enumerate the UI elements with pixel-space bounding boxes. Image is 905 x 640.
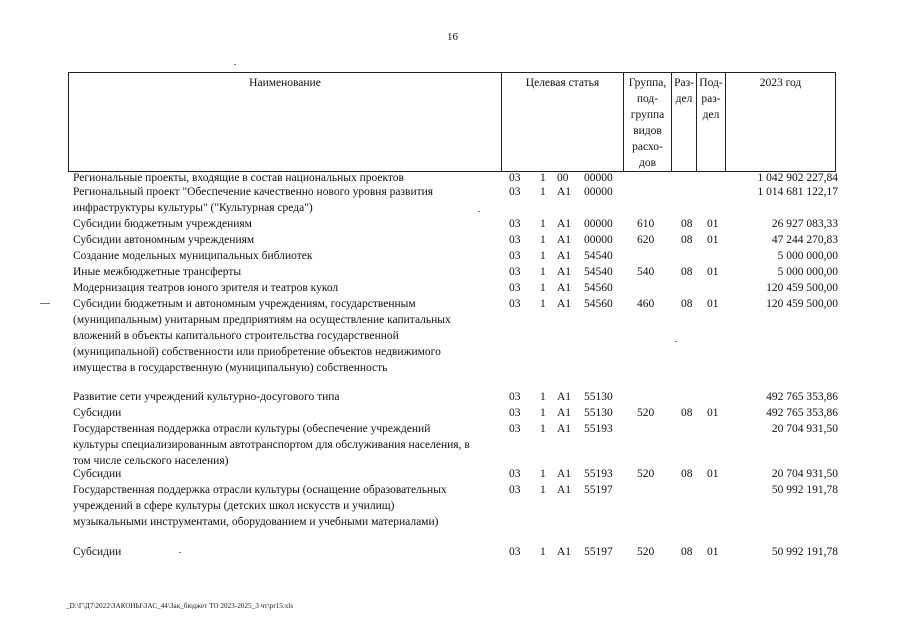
- cell-c3: А1: [557, 186, 572, 198]
- cell-group: 610: [637, 218, 655, 230]
- cell-section: 08: [681, 218, 693, 230]
- cell-subsection: 01: [707, 407, 719, 419]
- row-name: Субсидии бюджетным учреждениям: [73, 218, 252, 230]
- cell-c1: 03: [509, 282, 521, 294]
- cell-amount: 492 765 353,86: [766, 391, 838, 403]
- table-header: [68, 72, 836, 172]
- cell-c2: 1: [540, 391, 546, 403]
- cell-section: 08: [681, 546, 693, 558]
- row-name: Субсидии: [73, 546, 122, 558]
- cell-c1: 03: [509, 423, 521, 435]
- row-name: культуры специализированным автотранспортом для обслуживания населения, в: [73, 439, 470, 451]
- cell-c1: 03: [509, 234, 521, 246]
- cell-c3: А1: [557, 468, 572, 480]
- table-row: [0, 280, 905, 296]
- row-name: имущества в государственную (муниципальную) собственность: [73, 362, 388, 374]
- cell-c4: 54540: [584, 266, 613, 278]
- table-row-continuation: [0, 437, 905, 453]
- cell-c2: 1: [540, 172, 546, 184]
- row-name: (муниципальной) собственности или приобретение объектов недвижимого: [73, 346, 441, 358]
- row-name: вложений в объекты капитального строительства государственной: [73, 330, 399, 342]
- cell-c3: А1: [557, 407, 572, 419]
- table-row: [0, 466, 905, 482]
- cell-c3: А1: [557, 484, 572, 496]
- cell-c2: 1: [540, 282, 546, 294]
- cell-c3: А1: [557, 282, 572, 294]
- file-path-footer: _D:\Г\Д7\2022\ЗАКОНЫ\ЗАС_44\Зак_бюджет ТО 2023-2025_3 чт\pr15.xls: [66, 602, 294, 610]
- cell-c3: А1: [557, 298, 572, 310]
- scan-speck: [40, 303, 50, 304]
- header-subsection-line: Под-: [699, 77, 723, 89]
- cell-amount: 26 927 083,33: [771, 218, 838, 230]
- header-group: [624, 73, 672, 172]
- cell-c2: 1: [540, 250, 546, 262]
- cell-c1: 03: [509, 391, 521, 403]
- page-number: 16: [447, 31, 458, 43]
- cell-c4: 00000: [584, 172, 613, 184]
- cell-c3: А1: [557, 423, 572, 435]
- row-name: Субсидии: [73, 407, 122, 419]
- cell-c2: 1: [540, 546, 546, 558]
- cell-group: 520: [637, 546, 655, 558]
- row-name: Государственная поддержка отрасли культуры (оснащение образовательных: [73, 484, 447, 496]
- cell-c2: 1: [540, 234, 546, 246]
- table-row: [0, 296, 905, 312]
- cell-c3: А1: [557, 266, 572, 278]
- cell-c2: 1: [540, 484, 546, 496]
- cell-section: 08: [681, 266, 693, 278]
- row-name: Создание модельных муниципальных библиотек: [73, 250, 313, 262]
- cell-subsection: 01: [707, 468, 719, 480]
- cell-section: 08: [681, 468, 693, 480]
- cell-c4: 00000: [584, 218, 613, 230]
- cell-section: 08: [681, 298, 693, 310]
- cell-c3: А1: [557, 546, 572, 558]
- cell-c3: А1: [557, 250, 572, 262]
- table-row-continuation: [0, 312, 905, 328]
- header-subsection-line: раз-: [701, 93, 721, 105]
- cell-amount: 20 704 931,50: [771, 423, 838, 435]
- row-name: Субсидии бюджетным и автономным учреждениям, государственным: [73, 298, 416, 310]
- cell-c4: 55197: [584, 484, 613, 496]
- header-subsection: [697, 73, 726, 172]
- cell-c1: 03: [509, 266, 521, 278]
- table-row: [0, 264, 905, 280]
- cell-amount: 50 992 191,78: [771, 484, 838, 496]
- header-group-line: Группа,: [628, 77, 667, 89]
- cell-group: 460: [637, 298, 655, 310]
- cell-c1: 03: [509, 546, 521, 558]
- cell-amount: 1 042 902 227,84: [757, 172, 838, 184]
- cell-subsection: 01: [707, 266, 719, 278]
- cell-c2: 1: [540, 298, 546, 310]
- cell-c2: 1: [540, 407, 546, 419]
- table-row-continuation: [0, 328, 905, 344]
- cell-c3: А1: [557, 234, 572, 246]
- cell-c1: 03: [509, 407, 521, 419]
- cell-c3: 00: [557, 172, 569, 184]
- cell-c1: 03: [509, 172, 521, 184]
- cell-c1: 03: [509, 484, 521, 496]
- header-target-article: Целевая статья: [502, 73, 624, 172]
- header-name: Наименование: [69, 73, 502, 172]
- header-group-line: видов: [633, 125, 662, 137]
- header-group-line: дов: [638, 157, 657, 169]
- cell-c4: 55193: [584, 468, 613, 480]
- cell-c1: 03: [509, 250, 521, 262]
- scan-speck: [675, 341, 677, 342]
- row-name: музыкальными инструментами, оборудованием и учебными материалами): [73, 516, 439, 528]
- header-group-line: под-: [636, 93, 659, 105]
- cell-section: 08: [681, 407, 693, 419]
- header-group-line: группа: [630, 109, 665, 121]
- cell-amount: 120 459 500,00: [766, 298, 838, 310]
- cell-c2: 1: [540, 266, 546, 278]
- table-row-continuation: [0, 514, 905, 530]
- cell-c4: 00000: [584, 234, 613, 246]
- cell-group: 520: [637, 468, 655, 480]
- cell-c4: 55130: [584, 391, 613, 403]
- table-row-continuation: [0, 200, 905, 216]
- header-group-line: расхо-: [632, 141, 663, 153]
- cell-group: 620: [637, 234, 655, 246]
- row-name: Иные межбюджетные трансферты: [73, 266, 242, 278]
- table-row: [0, 405, 905, 421]
- row-name: инфраструктуры культуры" ("Культурная среда"): [73, 202, 313, 214]
- cell-section: 08: [681, 234, 693, 246]
- table-row: [0, 232, 905, 248]
- table-row: [0, 389, 905, 405]
- cell-c2: 1: [540, 423, 546, 435]
- cell-c4: 54560: [584, 282, 613, 294]
- cell-c4: 54560: [584, 298, 613, 310]
- scan-speck: [234, 64, 236, 65]
- table-row: [0, 482, 905, 498]
- table-row: [0, 184, 905, 200]
- cell-c1: 03: [509, 298, 521, 310]
- cell-c1: 03: [509, 218, 521, 230]
- row-name: Модернизация театров юного зрителя и театров кукол: [73, 282, 339, 294]
- header-subsection-line: дел: [702, 109, 720, 121]
- cell-amount: 47 244 270,83: [771, 234, 838, 246]
- row-name: том числе сельского населения): [73, 455, 229, 467]
- cell-c4: 55193: [584, 423, 613, 435]
- cell-group: 540: [637, 266, 655, 278]
- cell-c4: 55197: [584, 546, 613, 558]
- row-name: Региональные проекты, входящие в состав национальных проектов: [73, 172, 404, 184]
- cell-c4: 54540: [584, 250, 613, 262]
- cell-amount: 492 765 353,86: [766, 407, 838, 419]
- cell-c2: 1: [540, 468, 546, 480]
- cell-amount: 1 014 681 122,17: [757, 186, 838, 198]
- cell-group: 520: [637, 407, 655, 419]
- row-name: Региональный проект "Обеспечение качественно нового уровня развития: [73, 186, 434, 198]
- cell-amount: 5 000 000,00: [777, 250, 838, 262]
- row-name: Развитие сети учреждений культурно-досугового типа: [73, 391, 340, 403]
- table-row-continuation: [0, 360, 905, 376]
- cell-c3: А1: [557, 218, 572, 230]
- table-row-continuation: [0, 498, 905, 514]
- cell-amount: 20 704 931,50: [771, 468, 838, 480]
- cell-subsection: 01: [707, 546, 719, 558]
- cell-c1: 03: [509, 186, 521, 198]
- cell-subsection: 01: [707, 234, 719, 246]
- cell-subsection: 01: [707, 218, 719, 230]
- cell-subsection: 01: [707, 298, 719, 310]
- table-row: [0, 544, 905, 560]
- cell-c2: 1: [540, 218, 546, 230]
- table-row: [0, 248, 905, 264]
- header-year: 2023 год: [726, 73, 836, 172]
- cell-amount: 120 459 500,00: [766, 282, 838, 294]
- scan-speck: [179, 552, 181, 553]
- row-name: (муниципальным) унитарным предприятиям на осуществление капитальных: [73, 314, 451, 326]
- table-row: [0, 216, 905, 232]
- row-name: учреждений в сфере культуры (детских школ искусств и училищ): [73, 500, 395, 512]
- cell-c4: 00000: [584, 186, 613, 198]
- header-section-line: дел: [675, 93, 693, 105]
- header-section-line: Раз-: [674, 77, 694, 89]
- table-row: [0, 421, 905, 437]
- cell-c2: 1: [540, 186, 546, 198]
- row-name: Государственная поддержка отрасли культуры (обеспечение учреждений: [73, 423, 431, 435]
- cell-c4: 55130: [584, 407, 613, 419]
- cell-c1: 03: [509, 468, 521, 480]
- row-name: Субсидии автономным учреждениям: [73, 234, 255, 246]
- scan-speck: [478, 211, 480, 212]
- cell-amount: 50 992 191,78: [771, 546, 838, 558]
- header-section: [672, 73, 697, 172]
- cell-amount: 5 000 000,00: [777, 266, 838, 278]
- cell-c3: А1: [557, 391, 572, 403]
- row-name: Субсидии: [73, 468, 122, 480]
- table-row-continuation: [0, 344, 905, 360]
